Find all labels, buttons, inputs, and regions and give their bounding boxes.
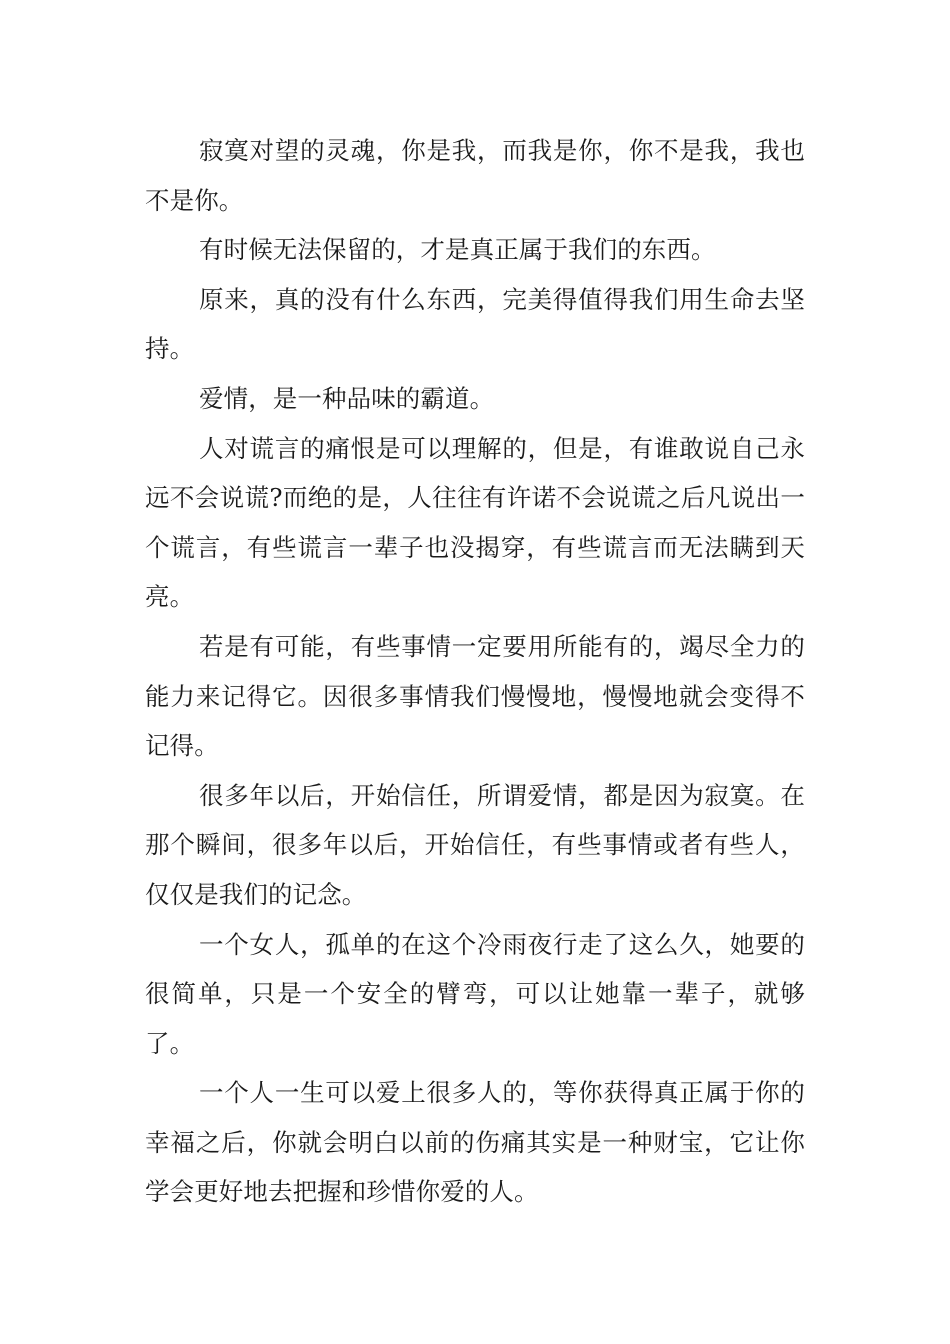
paragraph-2: 有时候无法保留的，才是真正属于我们的东西。: [199, 235, 716, 265]
document-body: [145, 126, 805, 1217]
paragraph-4: 爱情，是一种品味的霸道。: [199, 383, 495, 413]
paragraph-6: 若是有可能，有些事情一定要用所能有的，竭尽全力的能力来记得它。因很多事情我们慢慢地，慢慢地就会变得不记得。: [145, 631, 805, 761]
paragraph-8: 一个女人，孤单的在这个冷雨夜行走了这么久，她要的很简单，只是一个安全的臂弯，可以让她靠一辈子，就够了。: [145, 929, 805, 1058]
paragraph-3: 原来，真的没有什么东西，完美得值得我们用生命去坚持。: [145, 284, 805, 364]
paragraph-5: 人对谎言的痛恨是可以理解的，但是，有谁敢说自己永远不会说谎?而绝的是，人往往有许诺不会说谎之后凡说出一个谎言，有些谎言一辈子也没揭穿，有些谎言而无法瞒到天亮。: [145, 433, 805, 612]
paragraph-1: 寂寞对望的灵魂，你是我，而我是你，你不是我，我也不是你。: [145, 136, 805, 215]
paragraph-9: 一个人一生可以爱上很多人的，等你获得真正属于你的幸福之后，你就会明白以前的伤痛其实是一种财宝，它让你学会更好地去把握和珍惜你爱的人。: [145, 1078, 805, 1207]
paragraph-7: 很多年以后，开始信任，所谓爱情，都是因为寂寞。在那个瞬间，很多年以后，开始信任，有些事情或者有些人，仅仅是我们的记念。: [145, 780, 805, 909]
